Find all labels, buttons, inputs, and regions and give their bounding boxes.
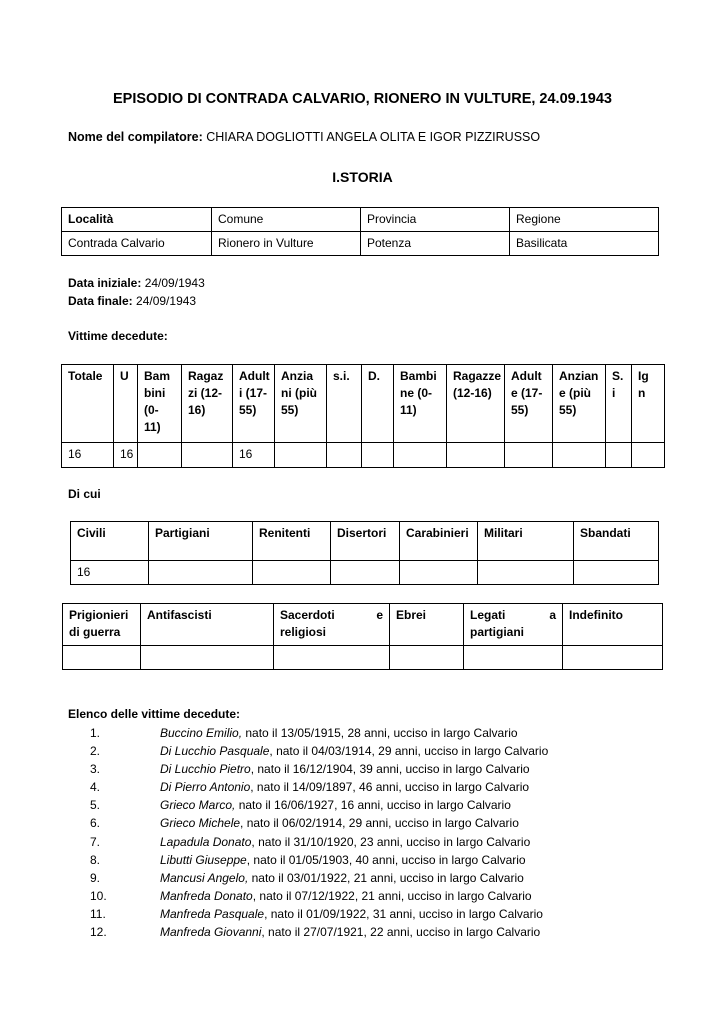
victim-name: Grieco Marco, bbox=[160, 798, 236, 813]
list-item-number: 8. bbox=[90, 852, 101, 867]
list-item-text bbox=[160, 742, 548, 760]
list-label: Elenco delle vittime decedute: bbox=[68, 707, 241, 721]
list-item bbox=[68, 833, 668, 851]
location-cell: Basilicata bbox=[510, 232, 659, 256]
location-header-cell: Comune bbox=[212, 208, 361, 232]
list-item-number: 11. bbox=[90, 906, 106, 921]
list-item-text bbox=[160, 760, 530, 778]
compiler-line bbox=[68, 130, 540, 144]
category-header-part: Sacerdoti bbox=[280, 608, 335, 622]
victim-name: Mancusi Angelo, bbox=[160, 870, 249, 885]
victims-list bbox=[68, 724, 668, 941]
list-item bbox=[68, 923, 668, 941]
victims-header-cell: Totale bbox=[62, 365, 114, 443]
category-header-justified bbox=[280, 607, 383, 624]
victims-label: Vittime decedute: bbox=[68, 329, 168, 343]
document-title: EPISODIO DI CONTRADA CALVARIO, RIONERO IN VULTURE, 24.09.1943 bbox=[113, 91, 612, 107]
list-item bbox=[68, 742, 668, 760]
victims-header-cell: D. bbox=[362, 365, 394, 443]
victim-name: Di Pierro Antonio bbox=[160, 780, 251, 795]
victims-header-cell: Adult i (17-55) bbox=[233, 365, 275, 443]
list-item-number: 4. bbox=[90, 780, 101, 795]
di-cui-label: Di cui bbox=[68, 487, 101, 501]
victims-cell bbox=[362, 443, 394, 468]
victim-detail: , nato il 14/09/1897, 46 anni, ucciso in largo Calvario bbox=[250, 780, 530, 795]
list-item-number: 12. bbox=[90, 925, 107, 940]
category-header-part: religiosi bbox=[280, 625, 327, 639]
category-cell bbox=[149, 561, 253, 585]
victim-detail: , nato il 16/12/1904, 39 anni, ucciso in largo Calvario bbox=[250, 762, 530, 777]
category-cell bbox=[390, 646, 464, 670]
list-item bbox=[68, 869, 668, 887]
category-header-cell bbox=[274, 604, 390, 646]
list-item bbox=[68, 796, 668, 814]
list-item-number: 5. bbox=[90, 798, 101, 813]
category-cell bbox=[253, 561, 331, 585]
victims-table bbox=[61, 364, 665, 468]
list-item-text bbox=[160, 887, 532, 905]
category-header-justified bbox=[470, 607, 556, 624]
victims-cell bbox=[632, 443, 665, 468]
victims-cell: 16 bbox=[233, 443, 275, 468]
victim-name: Lapadula Donato bbox=[160, 834, 252, 849]
victim-detail: , nato il 27/07/1921, 22 anni, ucciso in largo Calvario bbox=[261, 925, 541, 940]
victim-name: Di Lucchio Pasquale bbox=[160, 744, 270, 759]
category-header-cell: Antifascisti bbox=[141, 604, 274, 646]
victim-detail: , nato il 06/02/1914, 29 anni, ucciso in largo Calvario bbox=[240, 816, 519, 831]
location-table bbox=[61, 207, 659, 256]
victim-detail: , nato il 01/09/1922, 31 anni, ucciso in largo Calvario bbox=[264, 906, 543, 921]
victim-detail: nato il 16/06/1927, 16 anni, ucciso in largo Calvario bbox=[235, 798, 511, 813]
location-header-cell: Località bbox=[62, 208, 212, 232]
end-date bbox=[68, 292, 205, 310]
victim-name: Manfreda Pasquale bbox=[160, 906, 265, 921]
category-header-part: Legati bbox=[470, 608, 506, 622]
victims-header-cell: Ragazze (12-16) bbox=[447, 365, 505, 443]
category-header-part: a bbox=[549, 608, 556, 622]
list-item-number: 10. bbox=[90, 888, 107, 903]
list-item bbox=[68, 814, 668, 832]
category-cell bbox=[563, 646, 663, 670]
victims-header-cell: s.i. bbox=[327, 365, 362, 443]
section-title: I.STORIA bbox=[332, 169, 393, 185]
victims-cell: 16 bbox=[62, 443, 114, 468]
victim-name: Grieco Michele bbox=[160, 816, 241, 831]
category-cell bbox=[141, 646, 274, 670]
list-item-number: 9. bbox=[90, 870, 101, 885]
category-header-cell: Sbandati bbox=[574, 522, 659, 561]
list-item-text bbox=[160, 923, 540, 941]
victims-header-cell: S. i bbox=[606, 365, 632, 443]
victims-cell bbox=[447, 443, 505, 468]
victims-header-cell: Bam bini (0-11) bbox=[138, 365, 182, 443]
category-cell bbox=[464, 646, 563, 670]
victims-header-cell: Ragaz zi (12-16) bbox=[182, 365, 233, 443]
list-item-number: 2. bbox=[90, 744, 101, 759]
list-item-text bbox=[160, 851, 526, 869]
list-item bbox=[68, 760, 668, 778]
victim-detail: , nato il 01/05/1903, 40 anni, ucciso in largo Calvario bbox=[246, 852, 526, 867]
victims-header-cell: Bambi ne (0-11) bbox=[394, 365, 447, 443]
start-date bbox=[68, 274, 205, 292]
start-date-label: Data iniziale: bbox=[68, 276, 142, 290]
list-item-number: 1. bbox=[90, 726, 101, 740]
victim-detail: , nato il 07/12/1922, 21 anni, ucciso in largo Calvario bbox=[252, 888, 532, 903]
list-item-text bbox=[160, 833, 530, 851]
victims-cell bbox=[606, 443, 632, 468]
victim-name: Libutti Giuseppe bbox=[160, 852, 247, 867]
location-cell: Potenza bbox=[361, 232, 510, 256]
dates-block bbox=[68, 274, 205, 310]
victims-cell bbox=[505, 443, 553, 468]
location-header-cell: Regione bbox=[510, 208, 659, 232]
category-header-part: partigiani bbox=[470, 625, 525, 639]
victims-cell bbox=[138, 443, 182, 468]
victims-cell bbox=[553, 443, 606, 468]
category-cell: 16 bbox=[71, 561, 149, 585]
victim-detail: , nato il 04/03/1914, 29 anni, ucciso in largo Calvario bbox=[269, 744, 549, 759]
category-header-cell bbox=[464, 604, 563, 646]
category-cell bbox=[63, 646, 141, 670]
victims-header-cell: U bbox=[114, 365, 138, 443]
list-item bbox=[68, 851, 668, 869]
list-item-text bbox=[160, 814, 519, 832]
victims-cell bbox=[182, 443, 233, 468]
victims-cell bbox=[275, 443, 327, 468]
category-header-cell: Indefinito bbox=[563, 604, 663, 646]
category-cell bbox=[400, 561, 478, 585]
category-header-cell: Carabinieri bbox=[400, 522, 478, 561]
victims-header-cell: Adult e (17-55) bbox=[505, 365, 553, 443]
location-header-cell: Provincia bbox=[361, 208, 510, 232]
end-date-value: 24/09/1943 bbox=[136, 294, 197, 308]
list-item-number: 6. bbox=[90, 816, 101, 831]
victim-name: Manfreda Giovanni bbox=[160, 925, 262, 940]
list-item-number: 7. bbox=[90, 834, 101, 849]
list-item bbox=[68, 724, 668, 742]
list-item-text bbox=[160, 869, 524, 887]
category-table-1 bbox=[70, 521, 659, 585]
category-cell bbox=[274, 646, 390, 670]
victims-header-cell: Ig n bbox=[632, 365, 665, 443]
victims-cell bbox=[327, 443, 362, 468]
victim-detail: nato il 13/05/1915, 28 anni, ucciso in largo Calvario bbox=[242, 726, 518, 740]
victim-name: Buccino Emilio, bbox=[160, 726, 243, 740]
victims-cell: 16 bbox=[114, 443, 138, 468]
category-cell bbox=[574, 561, 659, 585]
victim-name: Manfreda Donato bbox=[160, 888, 253, 903]
compiler-value: CHIARA DOGLIOTTI ANGELA OLITA E IGOR PIZZIRUSSO bbox=[206, 130, 541, 144]
category-header-cell: Militari bbox=[478, 522, 574, 561]
list-item-text bbox=[160, 724, 518, 742]
category-header-cell: Partigiani bbox=[149, 522, 253, 561]
category-header-cell: Prigionieri di guerra bbox=[63, 604, 141, 646]
category-table-2 bbox=[62, 603, 663, 670]
victim-detail: , nato il 31/10/1920, 23 anni, ucciso in largo Calvario bbox=[251, 834, 531, 849]
list-item bbox=[68, 778, 668, 796]
list-item-text bbox=[160, 905, 543, 923]
list-item-text bbox=[160, 778, 529, 796]
list-item bbox=[68, 887, 668, 905]
victims-cell bbox=[394, 443, 447, 468]
location-cell: Contrada Calvario bbox=[62, 232, 212, 256]
start-date-value: 24/09/1943 bbox=[144, 276, 205, 290]
compiler-label: Nome del compilatore: bbox=[68, 130, 203, 144]
category-cell bbox=[331, 561, 400, 585]
victims-header-cell: Anzia ni (più 55) bbox=[275, 365, 327, 443]
end-date-label: Data finale: bbox=[68, 294, 133, 308]
category-cell bbox=[478, 561, 574, 585]
victim-name: Di Lucchio Pietro bbox=[160, 762, 251, 777]
list-item-text bbox=[160, 796, 511, 814]
victims-header-cell: Anzian e (più 55) bbox=[553, 365, 606, 443]
list-item bbox=[68, 905, 668, 923]
category-header-cell: Civili bbox=[71, 522, 149, 561]
category-header-part: e bbox=[376, 608, 383, 622]
category-header-cell: Ebrei bbox=[390, 604, 464, 646]
category-header-cell: Renitenti bbox=[253, 522, 331, 561]
location-cell: Rionero in Vulture bbox=[212, 232, 361, 256]
category-header-cell: Disertori bbox=[331, 522, 400, 561]
victim-detail: nato il 03/01/1922, 21 anni, ucciso in largo Calvario bbox=[248, 870, 524, 885]
list-item-number: 3. bbox=[90, 762, 101, 777]
